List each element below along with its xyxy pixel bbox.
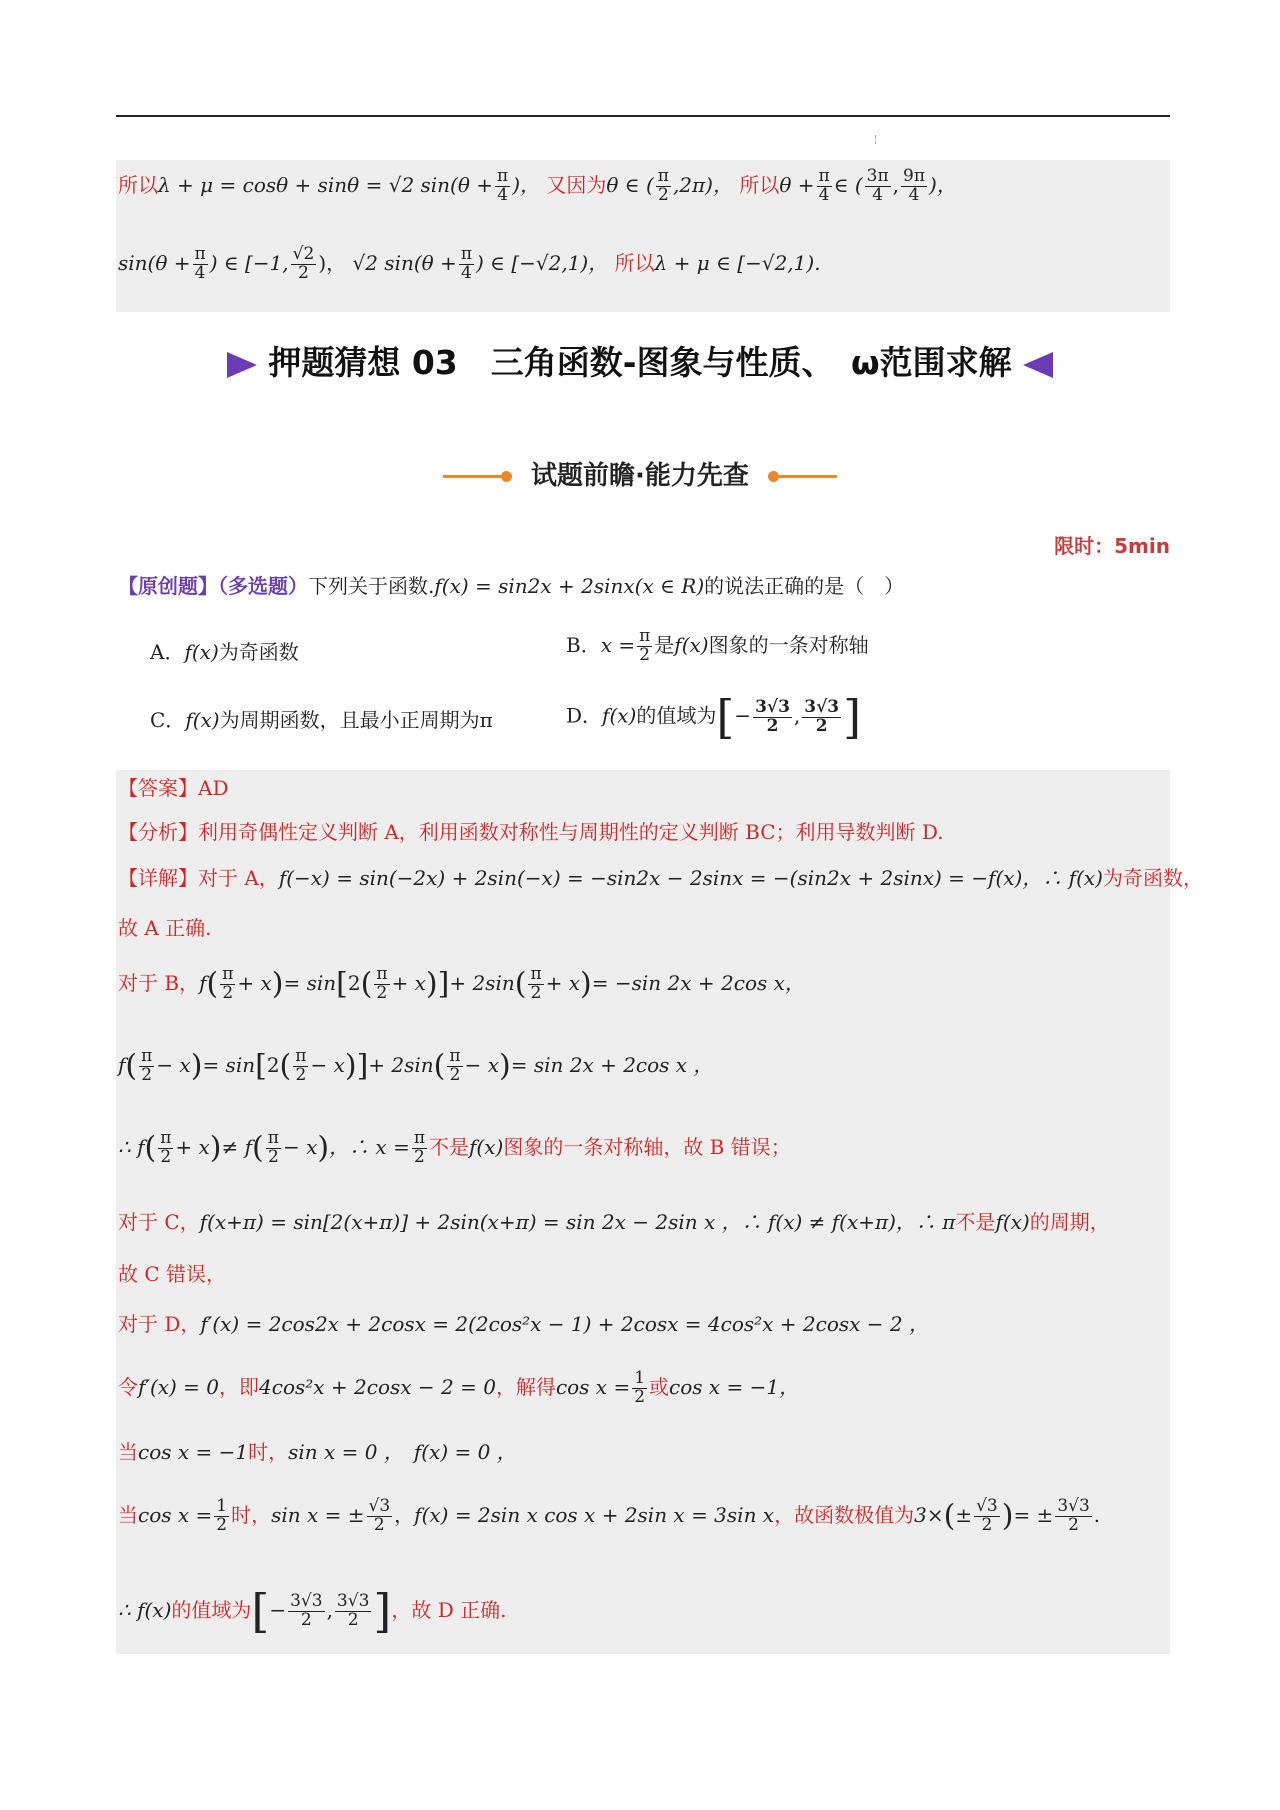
- header-mark: ¦: [874, 134, 878, 145]
- detail-line-c1: 对于 C，f(x+π) = sin[2(x+π)] + 2sin(x+π) = sin 2x − 2sin x ，∴ f(x) ≠ f(x+π)，∴ π不是f(x)的周期，: [118, 1210, 1110, 1234]
- analysis-line: 【分析】利用奇偶性定义判断 A，利用函数对称性与周期性的定义判断 BC；利用导数判断 D.: [118, 820, 944, 844]
- question-stem: 【原创题】（多选题）下列关于函数.f(x) = sin2x + 2sinx(x ∈ R)的说法正确的是（ ）: [118, 574, 905, 598]
- orange-line-icon: [443, 475, 501, 478]
- detail-line-d3: 当cos x = −1时，sin x = 0 ， f(x) = 0 ，: [118, 1440, 517, 1464]
- time-limit: 限时：5min: [1054, 534, 1170, 558]
- option-c[interactable]: C．f(x)为周期函数，且最小正周期为π: [150, 708, 493, 732]
- solution-line-1: 所以λ + μ = cosθ + sinθ = √2 sin(θ + $\frac{\pi}{4}$ )， 又因为θ ∈ ( $\frac{\pi}{2}$ ,2π)， 所以θ + $\frac{\pi}{4}$ ∈ ( $\frac{3\pi}{4}$ , $\frac{9\pi}{4}$ )，: [118, 166, 957, 205]
- orange-line-icon: [779, 475, 837, 478]
- solution-line-2: sin(θ + $\frac{\pi}{4}$ ) ∈ [−1, $\frac{√2}{2}$ )， √2 sin(θ + $\frac{\pi}{4}$ ) ∈ [−√2,1)， 所以λ + μ ∈ [−√2,1).: [118, 244, 821, 283]
- detail-line-c2: 故 C 错误，: [118, 1262, 227, 1286]
- detail-line-d5: ∴ f(x)的值域为[− $\frac{3√3}{2}$ , $\frac{3√3}{2}$ ]，故 D 正确.: [118, 1584, 507, 1638]
- header-rule: [116, 115, 1170, 117]
- detail-line-b2: f( $\frac{\pi}{2}$ − x)= sin[2( $\frac{\pi}{2}$ − x)]+ 2sin( $\frac{\pi}{2}$ − x)= sin 2x + 2cos x ，: [118, 1046, 714, 1085]
- triangle-right-icon: [227, 352, 257, 378]
- detail-line-a2: 故 A 正确.: [118, 916, 212, 940]
- section-title: 押题猜想 03 三角函数-图象与性质、 ω范围求解: [0, 337, 1280, 384]
- triangle-left-icon: [1023, 352, 1053, 378]
- option-d[interactable]: D．f(x)的值域为[− $\frac{3√3}{2}$ , $\frac{3√3}{2}$ ]: [566, 690, 862, 744]
- orange-dot-icon: [501, 471, 512, 482]
- orange-dot-icon: [768, 471, 779, 482]
- section-subtitle: 试题前瞻·能力先查: [0, 455, 1280, 492]
- detail-line-d1: 对于 D，f′(x) = 2cos2x + 2cosx = 2(2cos²x − 1) + 2cosx = 4cos²x + 2cosx − 2 ，: [118, 1312, 929, 1336]
- answer-line: 【答案】AD: [118, 776, 229, 800]
- detail-line-b3: ∴ f( $\frac{\pi}{2}$ + x)≠ f( $\frac{\pi}{2}$ − x)，∴ x = $\frac{\pi}{2}$ 不是f(x)图象的一条对称轴，故 B 错误；: [118, 1128, 791, 1167]
- detail-line-a: 【详解】对于 A，f(−x) = sin(−2x) + 2sin(−x) = −sin2x − 2sinx = −(sin2x + 2sinx) = −f(x)，∴ f(x)为奇函数，: [118, 866, 1203, 890]
- detail-line-d2: 令f′(x) = 0，即4cos²x + 2cosx − 2 = 0，解得cos x = $\frac{1}{2}$ 或cos x = −1，: [118, 1368, 800, 1407]
- detail-line-b1: 对于 B，f( $\frac{\pi}{2}$ + x)= sin[2( $\frac{\pi}{2}$ + x)]+ 2sin( $\frac{\pi}{2}$ + x)= −sin 2x + 2cos x，: [118, 964, 805, 1003]
- option-b[interactable]: B．x = $\frac{\pi}{2}$ 是f(x)图象的一条对称轴: [566, 626, 869, 665]
- option-a[interactable]: A．f(x)为奇函数: [150, 640, 299, 664]
- detail-line-d4: 当cos x = $\frac{1}{2}$ 时，sin x = ± $\frac{√3}{2}$ ，f(x) = 2sin x cos x + 2sin x = 3sin x，故函数极值为3×(± $\frac{√3}{2}$ )= ± $\frac{3√3}{2}$ .: [118, 1496, 1101, 1535]
